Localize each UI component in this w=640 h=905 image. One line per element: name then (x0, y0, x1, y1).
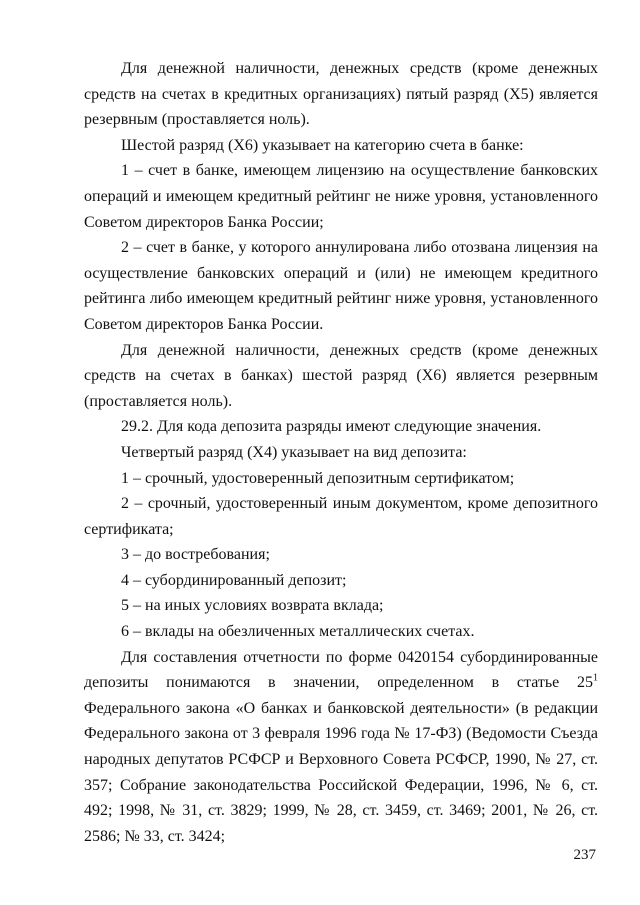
paragraph-section-29-2: 29.2. Для кода депозита разряды имеют следующие значения. (121, 418, 542, 436)
paragraph-cash-sixth-digit: Для денежной наличности, денежных средств (кроме денежных средств на счетах в банках) шестой разряд (Х6) является резервным (проставляется ноль). (84, 341, 598, 410)
list-item-deposit-type-5: 5 – на иных условиях возврата вклада; (121, 597, 384, 615)
list-item-deposit-type-2: 2 – срочный, удостоверенный иным документом, кроме депозитного сертификата; (84, 495, 598, 538)
paragraph-subordinated-text-end: Федерального закона «О банках и банковской деятельности» (в редакции Федерального закона от 3 февраля 1996 года № 17-ФЗ) (Ведомости Съезда народных депутатов РСФСР и Верховного Совета РСФСР, 1990, № 27, ст. 357; Собрание законодательства Российской Федерации, 1996, № 6, ст. 492; 1998, № 31, ст. 3829; 1999, № 28, ст. 3459, ст. 3469; 2001, № 26, ст. 2586; № 33, ст. 3424; (84, 699, 598, 845)
paragraph-sixth-digit-value-1: 1 – счет в банке, имеющем лицензию на осуществление банковских операций и имеющем кредитный рейтинг не ниже уровня, установленного Советом директоров Банка России; (84, 162, 598, 231)
page-number: 237 (573, 847, 596, 863)
list-item-deposit-type-3: 3 – до востребования; (121, 546, 270, 564)
article-superscript: 1 (593, 672, 598, 684)
paragraph-subordinated-deposits (84, 645, 598, 850)
paragraph-fourth-digit-intro: Четвертый разряд (Х4) указывает на вид депозита: (121, 443, 467, 461)
list-item-deposit-type-1: 1 – срочный, удостоверенный депозитным сертификатом; (121, 469, 515, 487)
list-item-deposit-type-6: 6 – вклады на обезличенных металлических счетах. (121, 623, 475, 641)
paragraph-cash-fifth-digit: Для денежной наличности, денежных средств (кроме денежных средств на счетах в кредитных организациях) пятый разряд (Х5) является резервным (проставляется ноль). (84, 60, 598, 129)
paragraph-subordinated-text-start: Для составления отчетности по форме 0420154 субординированные депозиты понимаются в значении, определенном в статье 25 (84, 648, 598, 692)
list-item-deposit-type-4: 4 – субординированный депозит; (121, 571, 347, 589)
paragraph-sixth-digit-value-2: 2 – счет в банке, у которого аннулирована либо отозвана лицензия на осуществление банковских операций и (или) не имеющем кредитного рейтинга либо имеющем кредитный рейтинг ниже уровня, установленного Советом директоров Банка России. (84, 239, 598, 333)
document-page (84, 56, 598, 849)
paragraph-sixth-digit-intro: Шестой разряд (Х6) указывает на категорию счета в банке: (121, 136, 524, 154)
